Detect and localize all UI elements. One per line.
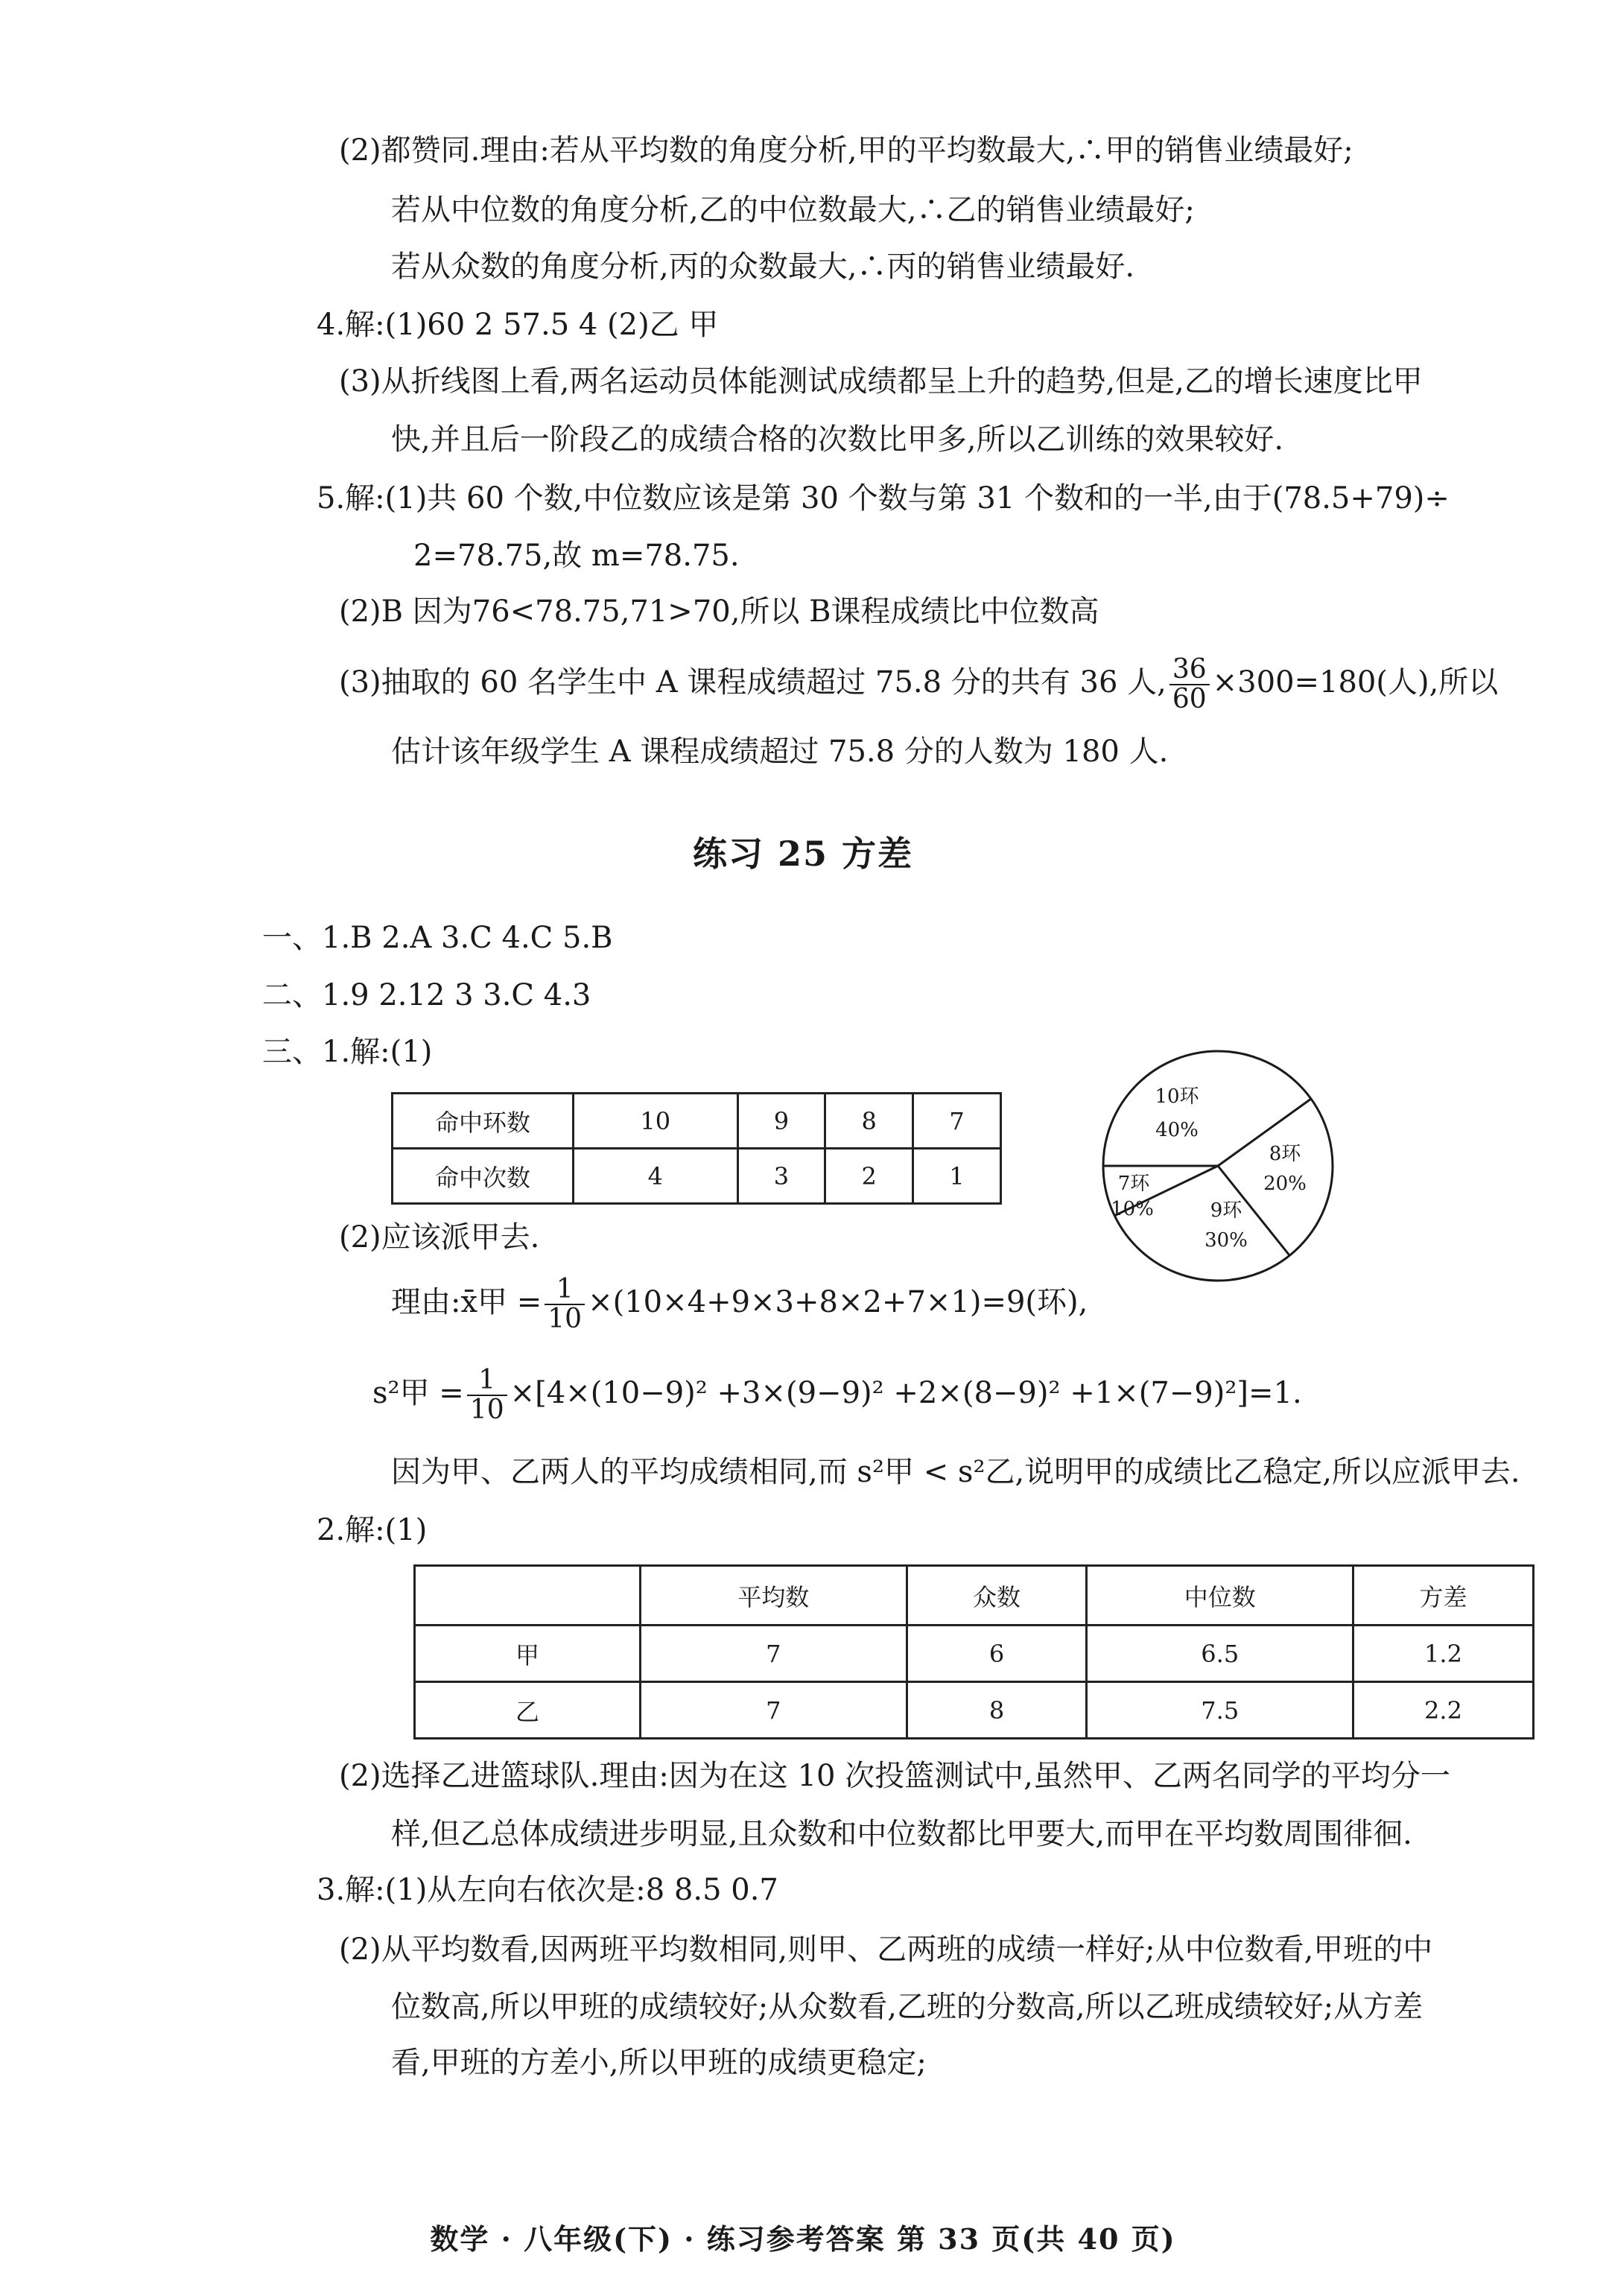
- answer-line: 2.解:(1): [317, 1513, 428, 1547]
- table-row: [415, 1682, 1534, 1739]
- table-cell: 7.5: [1087, 1682, 1353, 1739]
- stats-table: [413, 1564, 1534, 1740]
- table-cell: 8: [907, 1682, 1087, 1739]
- slice-pct: 20%: [1263, 1173, 1307, 1195]
- table-header-cell: 中位数: [1087, 1566, 1353, 1626]
- answer-line: 三、1.解:(1): [262, 1035, 433, 1069]
- answer-line: 4.解:(1)60 2 57.5 4 (2)乙 甲: [317, 308, 719, 342]
- table-cell: 1: [913, 1149, 1001, 1204]
- table-cell: 乙: [415, 1682, 641, 1739]
- text: s²甲 =: [372, 1376, 464, 1410]
- table-cell: 7: [641, 1682, 907, 1739]
- table-header-cell: 方差: [1353, 1566, 1534, 1626]
- numerator: 36: [1169, 656, 1210, 685]
- denominator: 10: [469, 1395, 504, 1425]
- denominator: 10: [548, 1304, 583, 1334]
- answer-line: (2)选择乙进篮球队.理由:因为在这 10 次投篮测试中,虽然甲、乙两名同学的平均分一: [339, 1759, 1450, 1793]
- numerator: 1: [467, 1366, 507, 1396]
- table-cell: 6.5: [1087, 1626, 1353, 1682]
- table-cell: 7: [913, 1094, 1001, 1149]
- slice-label: 7环: [1117, 1173, 1150, 1195]
- table-cell: 2: [825, 1149, 913, 1204]
- hit-table: [391, 1092, 1002, 1205]
- table-cell: 7: [641, 1626, 907, 1682]
- answer-line: 快,并且后一阶段乙的成绩合格的次数比甲多,所以乙训练的效果较好.: [391, 422, 1284, 457]
- answer-line: 一、1.B 2.A 3.C 4.C 5.B: [262, 921, 613, 955]
- answer-line: 位数高,所以甲班的成绩较好;从众数看,乙班的分数高,所以乙班成绩较好;从方差: [391, 1990, 1424, 2024]
- answer-line: 3.解:(1)从左向右依次是:8 8.5 0.7: [317, 1873, 778, 1907]
- answer-line: 二、1.9 2.12 3 3.C 4.3: [262, 978, 591, 1012]
- slice-label: 8环: [1269, 1143, 1301, 1165]
- table-cell: 8: [825, 1094, 913, 1149]
- slice-pct: 40%: [1155, 1119, 1199, 1141]
- denominator: 60: [1172, 684, 1207, 714]
- answer-line: (2)应该派甲去.: [339, 1220, 540, 1255]
- page-footer: 数学 · 八年级(下) · 练习参考答案 第 33 页(共 40 页): [430, 2222, 1176, 2256]
- text: ×[4×(10−9)² +3×(9−9)² +2×(8−9)² +1×(7−9)²]=1.: [510, 1376, 1302, 1410]
- text: (3)抽取的 60 名学生中 A 课程成绩超过 75.8 分的共有 36 人,: [339, 665, 1167, 700]
- table-cell: 3: [737, 1149, 825, 1204]
- answer-line: 5.解:(1)共 60 个数,中位数应该是第 30 个数与第 31 个数和的一半,由于(78.5+79)÷: [317, 481, 1450, 516]
- answer-line: 看,甲班的方差小,所以甲班的成绩更稳定;: [391, 2046, 927, 2080]
- answer-line: (2)B 因为76<78.75,71>70,所以 B课程成绩比中位数高: [339, 594, 1099, 629]
- table-row: [415, 1626, 1534, 1682]
- answer-line: 估计该年级学生 A 课程成绩超过 75.8 分的人数为 180 人.: [391, 735, 1169, 769]
- table-cell: 命中环数: [393, 1094, 574, 1149]
- slice-label: 9环: [1210, 1199, 1242, 1222]
- answer-line: 若从中位数的角度分析,乙的中位数最大,∴乙的销售业绩最好;: [391, 193, 1195, 227]
- numerator: 1: [545, 1275, 585, 1305]
- fraction: [545, 1275, 585, 1333]
- table-header-cell: 平均数: [641, 1566, 907, 1626]
- text: 理由:x̄甲 =: [391, 1285, 542, 1319]
- table-cell: 10: [574, 1094, 738, 1149]
- answer-line: (3)从折线图上看,两名运动员体能测试成绩都呈上升的趋势,但是,乙的增长速度比甲: [339, 364, 1423, 399]
- table-cell: 9: [737, 1094, 825, 1149]
- answer-line-fraction: [391, 1266, 1088, 1338]
- answer-line: 若从众数的角度分析,丙的众数最大,∴丙的销售业绩最好.: [391, 250, 1135, 284]
- text: ×300=180(人),所以: [1212, 665, 1499, 700]
- answer-line: 因为甲、乙两人的平均成绩相同,而 s²甲 < s²乙,说明甲的成绩比乙稳定,所以应派甲去.: [391, 1455, 1520, 1489]
- slice-label: 10环: [1155, 1085, 1199, 1108]
- answer-line: 样,但乙总体成绩进步明显,且众数和中位数都比甲要大,而甲在平均数周围徘徊.: [391, 1817, 1412, 1851]
- fraction: [467, 1366, 507, 1424]
- table-cell: 甲: [415, 1626, 641, 1682]
- table-cell: 命中次数: [393, 1149, 574, 1204]
- answer-line: 2=78.75,故 m=78.75.: [413, 539, 740, 573]
- answer-line: (2)都赞同.理由:若从平均数的角度分析,甲的平均数最大,∴甲的销售业绩最好;: [339, 133, 1353, 168]
- slice-pct: 10%: [1111, 1198, 1154, 1220]
- fraction: [1169, 656, 1210, 714]
- table-cell: 1.2: [1353, 1626, 1534, 1682]
- pie-chart: [1095, 1047, 1348, 1285]
- table-cell: [415, 1566, 641, 1626]
- table-cell: 6: [907, 1626, 1087, 1682]
- table-header-cell: 众数: [907, 1566, 1087, 1626]
- slice-pct: 30%: [1204, 1229, 1248, 1252]
- table-cell: 4: [574, 1149, 738, 1204]
- table-cell: 2.2: [1353, 1682, 1534, 1739]
- text: ×(10×4+9×3+8×2+7×1)=9(环),: [588, 1285, 1088, 1319]
- section-title: 练习 25 方差: [692, 834, 914, 874]
- answer-line-fraction: [339, 647, 1498, 718]
- answer-line-fraction: [372, 1357, 1302, 1429]
- answer-line: (2)从平均数看,因两班平均数相同,则甲、乙两班的成绩一样好;从中位数看,甲班的中: [339, 1932, 1433, 1967]
